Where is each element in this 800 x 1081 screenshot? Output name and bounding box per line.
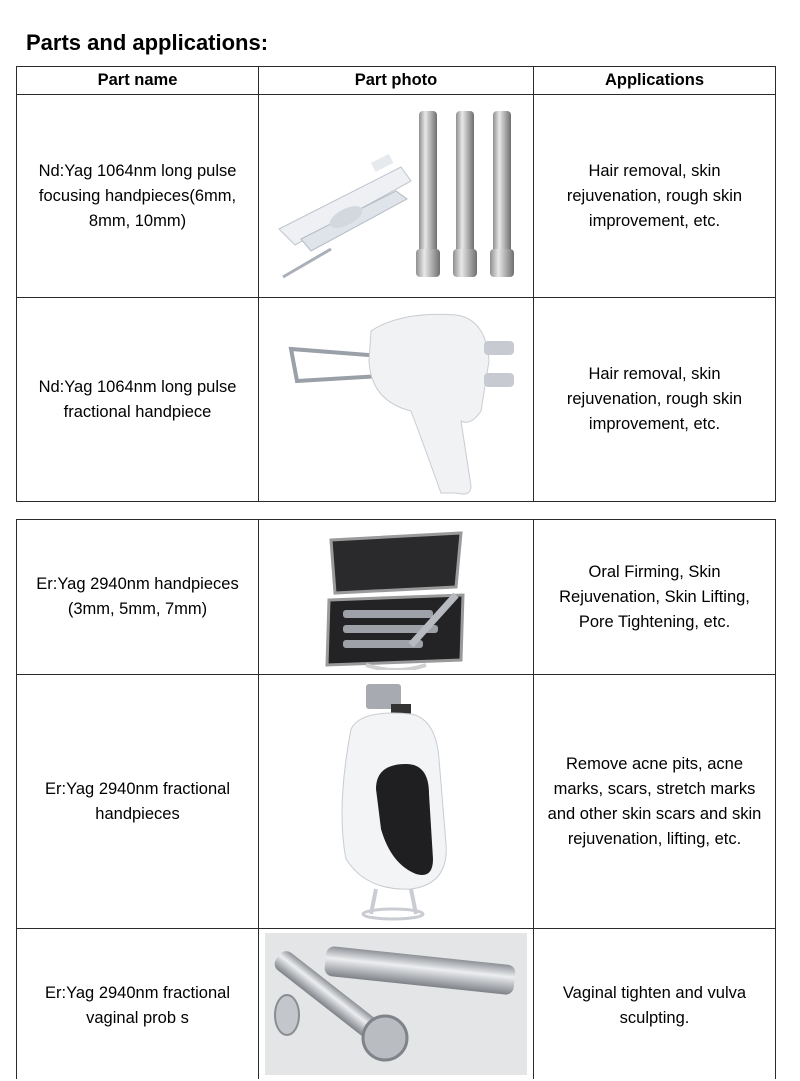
vaginal-probes-photo [265, 933, 527, 1075]
part-name-cell [17, 520, 259, 675]
part-name-cell [17, 298, 259, 502]
applications-cell [534, 929, 776, 1079]
part-name: Nd:Yag 1064nm long pulse focusing handpieces(6mm, 8mm, 10mm) [38, 161, 237, 230]
table-row [17, 929, 776, 1079]
header-part-photo: Part photo [259, 67, 534, 95]
part-photo-cell [259, 298, 534, 502]
focusing-handpieces-photo [261, 99, 531, 294]
part-photo-cell [259, 929, 534, 1079]
applications-text: Hair removal, skin rejuvenation, rough skin improvement, etc. [566, 365, 743, 433]
part-name-cell [17, 929, 259, 1079]
table-row [17, 95, 776, 298]
applications-cell [534, 520, 776, 675]
parts-table-lower [16, 519, 776, 1079]
part-name: Nd:Yag 1064nm long pulse fractional handpiece [38, 377, 237, 421]
applications-cell [534, 298, 776, 502]
part-name: Er:Yag 2940nm fractional vaginal prob s [45, 984, 230, 1027]
part-name: Er:Yag 2940nm fractional handpieces [45, 779, 230, 823]
part-photo-cell [259, 95, 534, 298]
erbium-fractional-handpiece-photo [321, 679, 471, 924]
parts-table-upper [16, 66, 776, 502]
applications-text: Oral Firming, Skin Rejuvenation, Skin Lifting, Pore Tightening, etc. [559, 562, 750, 631]
part-name-cell [17, 95, 259, 298]
part-photo-cell [259, 675, 534, 929]
table-header-row [17, 67, 776, 95]
applications-cell [534, 95, 776, 298]
handpiece-case-photo [321, 525, 471, 670]
applications-text: Remove acne pits, acne marks, scars, stretch marks and other skin scars and skin rejuvenation, lifting, etc. [547, 754, 762, 848]
header-part-name: Part name [17, 67, 259, 95]
header-applications: Applications [534, 67, 776, 95]
applications-text: Vaginal tighten and vulva sculpting. [562, 984, 747, 1027]
part-name-cell [17, 675, 259, 929]
part-photo-cell [259, 520, 534, 675]
table-row [17, 520, 776, 675]
table-row [17, 298, 776, 502]
applications-cell [534, 675, 776, 929]
applications-text: Hair removal, skin rejuvenation, rough skin improvement, etc. [566, 161, 743, 230]
page-title: Parts and applications: [26, 30, 269, 55]
fractional-handpiece-photo [271, 301, 521, 499]
table-row [17, 675, 776, 929]
part-name: Er:Yag 2940nm handpieces (3mm, 5mm, 7mm) [36, 575, 239, 618]
